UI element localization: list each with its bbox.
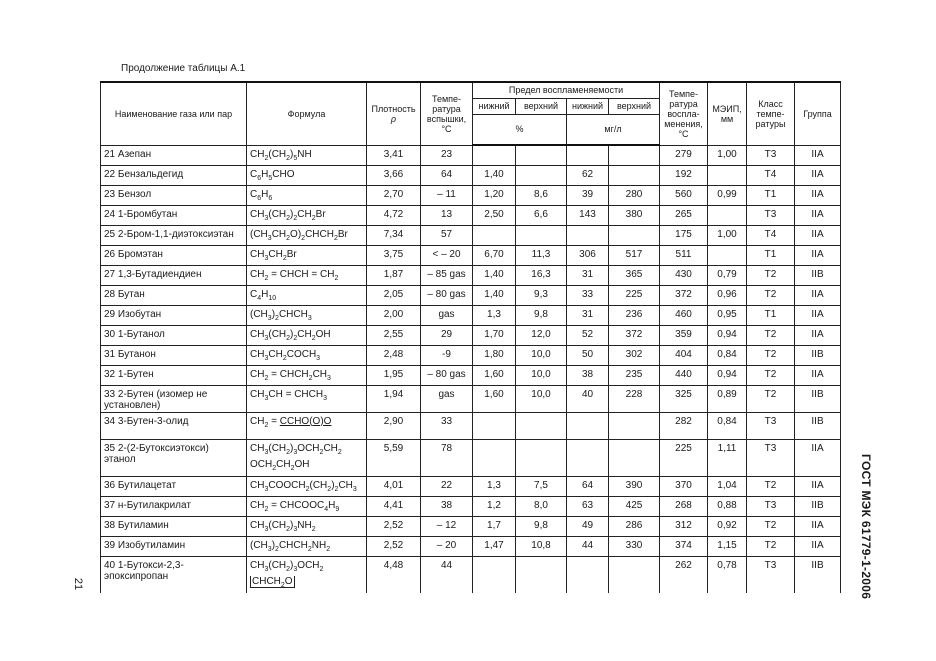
- cell-name: 34 3-Бутен-3-олид: [101, 412, 247, 439]
- cell-name: 29 Изобутан: [101, 305, 247, 325]
- cell-group: IIB: [795, 496, 841, 516]
- cell-upper-pct: [516, 165, 567, 185]
- cell-density: 4,48: [367, 556, 421, 593]
- cell-lower-mg: [567, 556, 609, 593]
- cell-lower-pct: 1,40: [473, 285, 516, 305]
- cell-formula: $CH_3(CH_2)_2CH_2OH$: [247, 325, 367, 345]
- col-header-formula: Формула: [247, 82, 367, 145]
- cell-ignition-temp: 374: [660, 536, 708, 556]
- cell-upper-mg: 390: [609, 476, 660, 496]
- col-header-name: Наименование газа или пар: [101, 82, 247, 145]
- cell-mesg: 1,00: [708, 145, 747, 165]
- cell-formula: $CH_2(CH_2)_5NH$: [247, 145, 367, 165]
- table-row: [101, 205, 841, 225]
- col-header-flammability-limits: Предел воспламеняемости: [473, 82, 660, 98]
- cell-density: 3,75: [367, 245, 421, 265]
- cell-name: 27 1,3-Бутадиендиен: [101, 265, 247, 285]
- cell-flash-temp: 44: [421, 556, 473, 593]
- cell-ignition-temp: 279: [660, 145, 708, 165]
- cell-formula: $CH_3(CH_2)_2CH_2Br$: [247, 205, 367, 225]
- cell-upper-pct: 16,3: [516, 265, 567, 285]
- table-row: [101, 185, 841, 205]
- cell-name: 28 Бутан: [101, 285, 247, 305]
- cell-flash-temp: – 20: [421, 536, 473, 556]
- cell-upper-mg: 425: [609, 496, 660, 516]
- cell-lower-mg: [567, 412, 609, 439]
- table-row: [101, 439, 841, 476]
- cell-lower-mg: 50: [567, 345, 609, 365]
- cell-flash-temp: gas: [421, 305, 473, 325]
- cell-formula: $C_4H_{10}$: [247, 285, 367, 305]
- cell-temp-class: Т3: [747, 145, 795, 165]
- cell-formula: $CH_3CH$ = $CHCH_3$: [247, 385, 367, 412]
- cell-formula: $CH_3(CH_2)_3OCH_2$ $CHCH_2O$: [247, 556, 367, 593]
- cell-lower-pct: 1,70: [473, 325, 516, 345]
- cell-lower-pct: 1,80: [473, 345, 516, 365]
- cell-name: 21 Азепан: [101, 145, 247, 165]
- cell-density: 2,52: [367, 536, 421, 556]
- cell-temp-class: Т4: [747, 225, 795, 245]
- cell-group: IIA: [795, 165, 841, 185]
- cell-upper-mg: 225: [609, 285, 660, 305]
- cell-density: 2,70: [367, 185, 421, 205]
- cell-ignition-temp: 372: [660, 285, 708, 305]
- cell-mesg: 0,94: [708, 325, 747, 345]
- cell-ignition-temp: 225: [660, 439, 708, 476]
- table-row: [101, 476, 841, 496]
- table-row: [101, 385, 841, 412]
- cell-ignition-temp: 325: [660, 385, 708, 412]
- cell-lower-mg: 62: [567, 165, 609, 185]
- cell-group: IIB: [795, 556, 841, 593]
- cell-group: IIA: [795, 205, 841, 225]
- cell-upper-pct: 10,8: [516, 536, 567, 556]
- cell-lower-pct: [473, 145, 516, 165]
- cell-mesg: 0,96: [708, 285, 747, 305]
- cell-group: IIA: [795, 516, 841, 536]
- cell-formula: $(CH_3)_2CHCH_3$: [247, 305, 367, 325]
- cell-flash-temp: 38: [421, 496, 473, 516]
- table-body: [101, 145, 841, 593]
- col-header-upper-mg: верхний: [609, 98, 660, 114]
- cell-mesg: 0,95: [708, 305, 747, 325]
- cell-upper-pct: 11,3: [516, 245, 567, 265]
- table-row: [101, 365, 841, 385]
- cell-upper-pct: 8,6: [516, 185, 567, 205]
- cell-group: IIA: [795, 365, 841, 385]
- cell-formula: $(CH_3)_2CHCH_2NH_2$: [247, 536, 367, 556]
- cell-name: 33 2-Бутен (изомер не установлен): [101, 385, 247, 412]
- cell-group: IIA: [795, 476, 841, 496]
- cell-temp-class: Т3: [747, 556, 795, 593]
- cell-upper-mg: 372: [609, 325, 660, 345]
- cell-flash-temp: 78: [421, 439, 473, 476]
- cell-mesg: 0,92: [708, 516, 747, 536]
- cell-temp-class: Т2: [747, 516, 795, 536]
- cell-lower-mg: 143: [567, 205, 609, 225]
- table-row: [101, 145, 841, 165]
- standard-designation: ГОСТ МЭК 61779-1-2006: [859, 454, 873, 600]
- cell-upper-pct: 10,0: [516, 365, 567, 385]
- cell-lower-mg: 63: [567, 496, 609, 516]
- cell-lower-pct: 1,7: [473, 516, 516, 536]
- cell-lower-mg: 33: [567, 285, 609, 305]
- cell-name: 22 Бензальдегид: [101, 165, 247, 185]
- cell-lower-mg: [567, 225, 609, 245]
- cell-lower-mg: [567, 145, 609, 165]
- cell-formula: $CH_3COOCH_2(CH_2)_2CH_3$: [247, 476, 367, 496]
- cell-lower-pct: 1,60: [473, 365, 516, 385]
- cell-temp-class: Т2: [747, 536, 795, 556]
- cell-upper-pct: 6,6: [516, 205, 567, 225]
- table-row: [101, 265, 841, 285]
- col-header-lower-pct: нижний: [473, 98, 516, 114]
- cell-group: IIA: [795, 325, 841, 345]
- cell-lower-pct: 1,20: [473, 185, 516, 205]
- cell-upper-mg: 380: [609, 205, 660, 225]
- cell-lower-pct: 1,40: [473, 265, 516, 285]
- cell-density: 2,52: [367, 516, 421, 536]
- cell-ignition-temp: 430: [660, 265, 708, 285]
- cell-flash-temp: 64: [421, 165, 473, 185]
- cell-flash-temp: – 80 gas: [421, 365, 473, 385]
- cell-upper-pct: 9,3: [516, 285, 567, 305]
- cell-flash-temp: – 85 gas: [421, 265, 473, 285]
- cell-mesg: 1,11: [708, 439, 747, 476]
- cell-temp-class: Т2: [747, 325, 795, 345]
- cell-group: IIA: [795, 185, 841, 205]
- cell-name: 31 Бутанон: [101, 345, 247, 365]
- table-row: [101, 412, 841, 439]
- cell-temp-class: Т1: [747, 185, 795, 205]
- cell-group: IIB: [795, 412, 841, 439]
- cell-lower-pct: 1,2: [473, 496, 516, 516]
- cell-flash-temp: < – 20: [421, 245, 473, 265]
- cell-group: IIA: [795, 536, 841, 556]
- cell-temp-class: Т3: [747, 412, 795, 439]
- cell-flash-temp: 29: [421, 325, 473, 345]
- cell-density: 1,87: [367, 265, 421, 285]
- cell-mesg: 0,89: [708, 385, 747, 412]
- cell-upper-mg: [609, 145, 660, 165]
- cell-density: 2,05: [367, 285, 421, 305]
- cell-upper-pct: [516, 412, 567, 439]
- cell-density: 1,95: [367, 365, 421, 385]
- cell-name: 35 2-(2-Бутоксиэтокси) этанол: [101, 439, 247, 476]
- cell-upper-mg: 280: [609, 185, 660, 205]
- cell-lower-mg: 64: [567, 476, 609, 496]
- cell-group: IIB: [795, 265, 841, 285]
- table-row: [101, 285, 841, 305]
- table-row: [101, 496, 841, 516]
- cell-group: IIB: [795, 345, 841, 365]
- cell-lower-mg: 31: [567, 305, 609, 325]
- cell-ignition-temp: 312: [660, 516, 708, 536]
- cell-temp-class: Т2: [747, 385, 795, 412]
- cell-ignition-temp: 440: [660, 365, 708, 385]
- table-row: [101, 345, 841, 365]
- cell-temp-class: Т2: [747, 345, 795, 365]
- cell-temp-class: Т2: [747, 365, 795, 385]
- cell-ignition-temp: 268: [660, 496, 708, 516]
- cell-density: 5,59: [367, 439, 421, 476]
- cell-upper-pct: [516, 439, 567, 476]
- cell-flash-temp: 23: [421, 145, 473, 165]
- col-header-mgl-unit: мг/л: [567, 114, 660, 145]
- cell-temp-class: Т3: [747, 496, 795, 516]
- cell-name: 38 Бутиламин: [101, 516, 247, 536]
- cell-density: 2,90: [367, 412, 421, 439]
- cell-upper-mg: 286: [609, 516, 660, 536]
- cell-lower-mg: 49: [567, 516, 609, 536]
- cell-mesg: 1,04: [708, 476, 747, 496]
- cell-lower-pct: [473, 225, 516, 245]
- cell-name: 36 Бутилацетат: [101, 476, 247, 496]
- density-label: Плотность: [371, 103, 416, 114]
- col-header-density: [367, 82, 421, 145]
- cell-flash-temp: – 11: [421, 185, 473, 205]
- cell-upper-pct: [516, 145, 567, 165]
- cell-name: 39 Изобутиламин: [101, 536, 247, 556]
- cell-lower-mg: 306: [567, 245, 609, 265]
- cell-lower-pct: 1,60: [473, 385, 516, 412]
- cell-upper-mg: 228: [609, 385, 660, 412]
- table-row: [101, 536, 841, 556]
- cell-formula: $CH_3CH_2Br$: [247, 245, 367, 265]
- cell-lower-pct: 2,50: [473, 205, 516, 225]
- cell-lower-mg: 39: [567, 185, 609, 205]
- table-row: [101, 225, 841, 245]
- cell-upper-pct: 10,0: [516, 345, 567, 365]
- cell-group: IIA: [795, 439, 841, 476]
- cell-temp-class: Т2: [747, 265, 795, 285]
- cell-group: IIA: [795, 245, 841, 265]
- cell-formula: $CH_2$ = CHCH = $CH_2$: [247, 265, 367, 285]
- cell-mesg: 0,84: [708, 412, 747, 439]
- cell-mesg: 0,88: [708, 496, 747, 516]
- cell-upper-pct: 9,8: [516, 516, 567, 536]
- cell-group: IIA: [795, 145, 841, 165]
- cell-density: 4,01: [367, 476, 421, 496]
- cell-ignition-temp: 262: [660, 556, 708, 593]
- cell-group: IIA: [795, 305, 841, 325]
- cell-flash-temp: 57: [421, 225, 473, 245]
- cell-upper-mg: 236: [609, 305, 660, 325]
- density-symbol: ρ: [390, 113, 397, 124]
- cell-upper-pct: 8,0: [516, 496, 567, 516]
- cell-density: 3,41: [367, 145, 421, 165]
- cell-lower-pct: 1,3: [473, 476, 516, 496]
- cell-group: IIB: [795, 385, 841, 412]
- cell-upper-mg: [609, 165, 660, 185]
- table-row: [101, 165, 841, 185]
- cell-lower-pct: [473, 439, 516, 476]
- cell-upper-mg: 330: [609, 536, 660, 556]
- cell-mesg: [708, 245, 747, 265]
- cell-name: 37 н-Бутилакрилат: [101, 496, 247, 516]
- cell-lower-mg: 44: [567, 536, 609, 556]
- cell-name: 25 2-Бром-1,1-диэтоксиэтан: [101, 225, 247, 245]
- cell-formula: $CH_3(CH_2)_3NH_2$: [247, 516, 367, 536]
- cell-upper-pct: 10,0: [516, 385, 567, 412]
- cell-formula: $CH_2$ = $CHCOOC_4H_9$: [247, 496, 367, 516]
- cell-formula: $CH_3CH_2COCH_3$: [247, 345, 367, 365]
- cell-name: 40 1-Бутокси-2,3-эпоксипропан: [101, 556, 247, 593]
- cell-temp-class: Т3: [747, 439, 795, 476]
- cell-upper-pct: 7,5: [516, 476, 567, 496]
- cell-temp-class: Т3: [747, 205, 795, 225]
- cell-temp-class: Т2: [747, 285, 795, 305]
- cell-upper-mg: [609, 225, 660, 245]
- cell-mesg: 0,94: [708, 365, 747, 385]
- cell-upper-pct: [516, 556, 567, 593]
- cell-name: 23 Бензол: [101, 185, 247, 205]
- cell-lower-pct: 1,3: [473, 305, 516, 325]
- cell-formula: $CH_3(CH_2)_3OCH_2CH_2$ $OCH_2CH_2OH$: [247, 439, 367, 476]
- cell-lower-mg: 31: [567, 265, 609, 285]
- cell-flash-temp: 22: [421, 476, 473, 496]
- col-header-percent-unit: %: [473, 114, 567, 145]
- col-header-flash-temp: Темпе-ратура вспышки, °С: [421, 82, 473, 145]
- cell-lower-pct: 1,40: [473, 165, 516, 185]
- cell-lower-pct: 1,47: [473, 536, 516, 556]
- cell-ignition-temp: 460: [660, 305, 708, 325]
- cell-flash-temp: gas: [421, 385, 473, 412]
- cell-mesg: 0,78: [708, 556, 747, 593]
- cell-density: 2,55: [367, 325, 421, 345]
- cell-name: 24 1-Бромбутан: [101, 205, 247, 225]
- cell-mesg: [708, 165, 747, 185]
- cell-ignition-temp: 265: [660, 205, 708, 225]
- cell-group: IIA: [795, 225, 841, 245]
- table-row: [101, 516, 841, 536]
- cell-upper-mg: 235: [609, 365, 660, 385]
- cell-flash-temp: 13: [421, 205, 473, 225]
- cell-flash-temp: – 80 gas: [421, 285, 473, 305]
- col-header-lower-mg: нижний: [567, 98, 609, 114]
- cell-lower-mg: [567, 439, 609, 476]
- cell-group: IIA: [795, 285, 841, 305]
- cell-upper-pct: 12,0: [516, 325, 567, 345]
- cell-formula: $C_6H_5CHO$: [247, 165, 367, 185]
- cell-density: 4,72: [367, 205, 421, 225]
- cell-mesg: 0,84: [708, 345, 747, 365]
- cell-upper-mg: 302: [609, 345, 660, 365]
- cell-ignition-temp: 511: [660, 245, 708, 265]
- cell-ignition-temp: 370: [660, 476, 708, 496]
- cell-density: 3,66: [367, 165, 421, 185]
- cell-upper-mg: 517: [609, 245, 660, 265]
- cell-ignition-temp: 359: [660, 325, 708, 345]
- cell-temp-class: Т1: [747, 305, 795, 325]
- cell-mesg: 0,99: [708, 185, 747, 205]
- table-row: [101, 325, 841, 345]
- cell-mesg: [708, 205, 747, 225]
- cell-upper-pct: 9,8: [516, 305, 567, 325]
- cell-formula: $CH_2$ = $CHCH_2CH_3$: [247, 365, 367, 385]
- cell-density: 2,48: [367, 345, 421, 365]
- cell-formula: $(CH_3CH_2O)_2CHCH_2Br$: [247, 225, 367, 245]
- col-header-upper-pct: верхний: [516, 98, 567, 114]
- cell-temp-class: Т2: [747, 476, 795, 496]
- cell-lower-pct: [473, 556, 516, 593]
- cell-lower-pct: [473, 412, 516, 439]
- col-header-temp-class: Класс темпе-ратуры: [747, 82, 795, 145]
- cell-ignition-temp: 282: [660, 412, 708, 439]
- col-header-ignition-temp: Темпе-ратура воспла-менения, °С: [660, 82, 708, 145]
- cell-flash-temp: 33: [421, 412, 473, 439]
- cell-upper-pct: [516, 225, 567, 245]
- cell-lower-mg: 52: [567, 325, 609, 345]
- cell-name: 30 1-Бутанол: [101, 325, 247, 345]
- cell-density: 1,94: [367, 385, 421, 412]
- cell-mesg: 0,79: [708, 265, 747, 285]
- table-caption: Продолжение таблицы А.1: [121, 63, 246, 74]
- cell-lower-mg: 40: [567, 385, 609, 412]
- cell-density: 2,00: [367, 305, 421, 325]
- cell-lower-pct: 6,70: [473, 245, 516, 265]
- cell-name: 32 1-Бутен: [101, 365, 247, 385]
- cell-formula: $CH_2$ = CCHO(O)O: [247, 412, 367, 439]
- cell-ignition-temp: 175: [660, 225, 708, 245]
- cell-ignition-temp: 560: [660, 185, 708, 205]
- col-header-mesg: МЭИП, мм: [708, 82, 747, 145]
- cell-density: 4,41: [367, 496, 421, 516]
- cell-flash-temp: – 12: [421, 516, 473, 536]
- table-row: [101, 556, 841, 593]
- cell-mesg: 1,00: [708, 225, 747, 245]
- cell-mesg: 1,15: [708, 536, 747, 556]
- cell-ignition-temp: 192: [660, 165, 708, 185]
- cell-lower-mg: 38: [567, 365, 609, 385]
- cell-ignition-temp: 404: [660, 345, 708, 365]
- cell-upper-mg: 365: [609, 265, 660, 285]
- cell-upper-mg: [609, 412, 660, 439]
- cell-density: 7,34: [367, 225, 421, 245]
- col-header-group: Группа: [795, 82, 841, 145]
- cell-flash-temp: -9: [421, 345, 473, 365]
- cell-temp-class: Т1: [747, 245, 795, 265]
- cell-name: 26 Бромэтан: [101, 245, 247, 265]
- cell-upper-mg: [609, 556, 660, 593]
- gas-properties-table: [100, 81, 841, 593]
- page-number: 21: [72, 577, 85, 591]
- cell-formula: $C_6H_6$: [247, 185, 367, 205]
- cell-upper-mg: [609, 439, 660, 476]
- table-row: [101, 305, 841, 325]
- cell-temp-class: Т4: [747, 165, 795, 185]
- table-row: [101, 245, 841, 265]
